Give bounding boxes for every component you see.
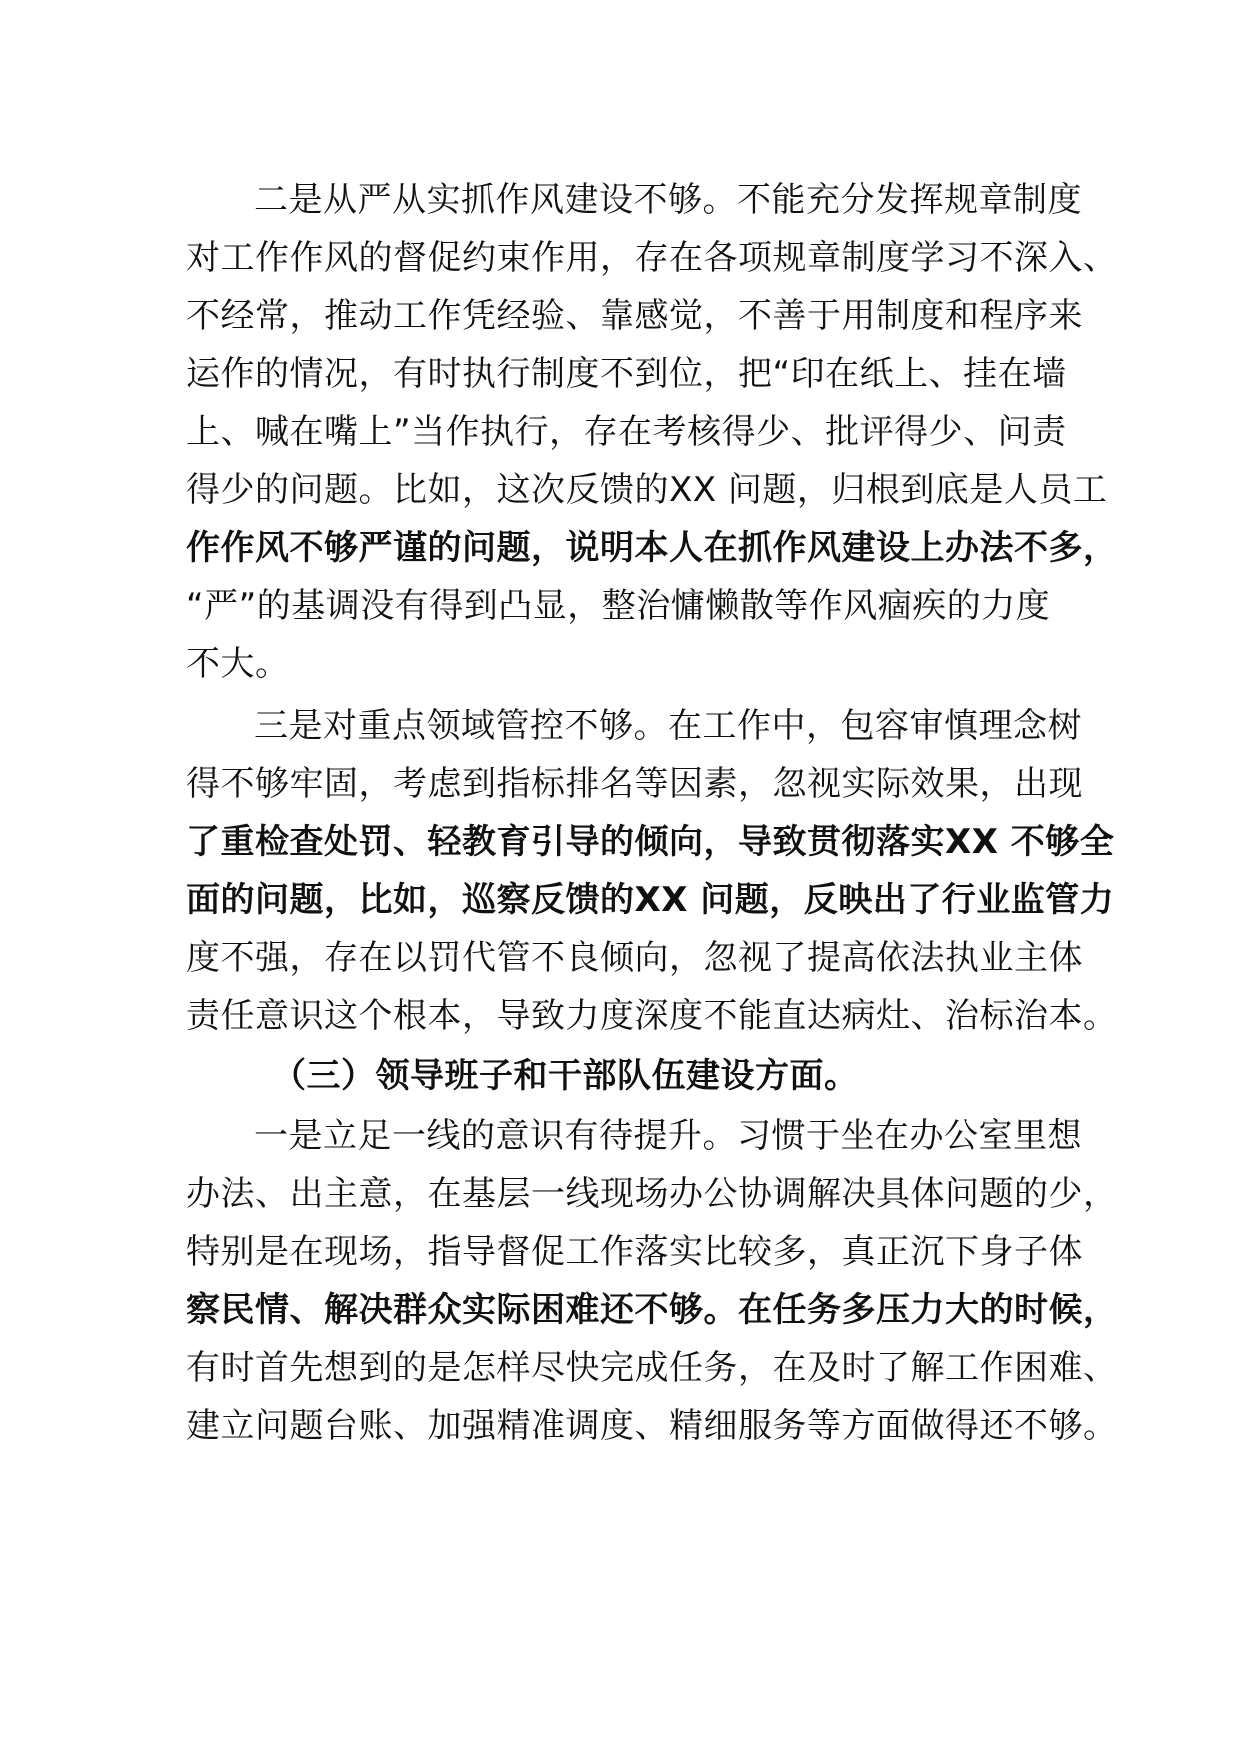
paragraph-two-line-1: 二是从严从实抓作风建设不够。不能充分发挥规章制度 [254, 180, 1082, 220]
paragraph-three-line-5: 度不强，存在以罚代管不良倾向，忽视了提高依法执业主体 [186, 938, 1083, 978]
paragraph-one-line-4: 察民情、解决群众实际困难还不够。在任务多压力大的时候， [186, 1290, 1118, 1330]
paragraph-three-line-2: 得不够牢固，考虑到指标排名等因素，忽视实际效果，出现 [186, 764, 1083, 804]
paragraph-three-line-3: 了重检查处罚、轻教育引导的倾向，导致贯彻落实XX 不够全 [186, 822, 1115, 862]
paragraph-two-line-4: 运作的情况，有时执行制度不到位，把“印在纸上、挂在墙 [186, 354, 1067, 394]
paragraph-one-line-1: 一是立足一线的意识有待提升。习惯于坐在办公室里想 [254, 1116, 1082, 1156]
paragraph-three-line-1: 三是对重点领域管控不够。在工作中，包容审慎理念树 [254, 706, 1082, 746]
paragraph-two-line-6: 得少的问题。比如，这次反馈的XX 问题，归根到底是人员工 [186, 470, 1108, 510]
paragraph-two-line-9: 不大。 [186, 644, 290, 684]
paragraph-one-line-5: 有时首先想到的是怎样尽快完成任务，在及时了解工作困难、 [186, 1348, 1118, 1388]
paragraph-two-line-8: “严”的基调没有得到凸显，整治慵懒散等作风痼疾的力度 [186, 586, 1051, 626]
paragraph-two-line-7: 作作风不够严谨的问题，说明本人在抓作风建设上办法不多， [186, 528, 1118, 568]
paragraph-two-line-5: 上、喊在嘴上”当作执行，存在考核得少、批评得少、问责 [186, 412, 1067, 452]
paragraph-one-line-6: 建立问题台账、加强精准调度、精细服务等方面做得还不够。 [186, 1406, 1118, 1446]
paragraph-three-line-4: 面的问题，比如，巡察反馈的XX 问题，反映出了行业监管力 [186, 880, 1115, 920]
paragraph-one-line-2: 办法、出主意，在基层一线现场办公协调解决具体问题的少， [186, 1174, 1118, 1214]
paragraph-one-line-3: 特别是在现场，指导督促工作落实比较多，真正沉下身子体 [186, 1232, 1083, 1272]
paragraph-three-line-6: 责任意识这个根本，导致力度深度不能直达病灶、治标治本。 [186, 996, 1118, 1036]
section-heading: （三）领导班子和干部队伍建设方面。 [272, 1056, 859, 1096]
paragraph-two-line-2: 对工作作风的督促约束作用，存在各项规章制度学习不深入、 [186, 238, 1118, 278]
paragraph-two-line-3: 不经常，推动工作凭经验、靠感觉，不善于用制度和程序来 [186, 296, 1083, 336]
